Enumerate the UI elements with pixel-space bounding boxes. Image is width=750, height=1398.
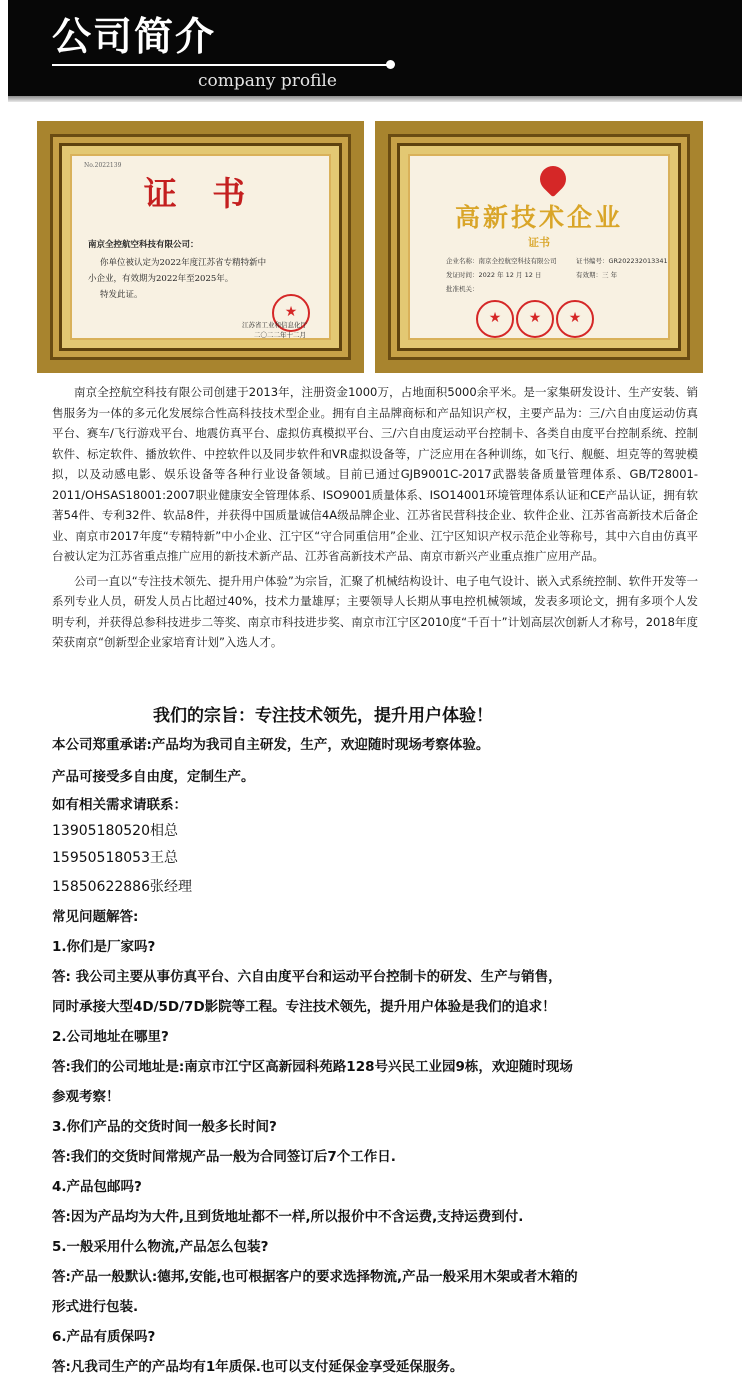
faq-question: 5.一般采用什么物流,产品怎么包装? — [52, 1239, 269, 1255]
certificate-specialized — [70, 154, 331, 340]
red-seal-icon: ★ — [272, 294, 310, 332]
red-seal-icon: ★ — [516, 300, 554, 338]
cert-number: No.2022139 — [84, 162, 122, 169]
underline-dot — [386, 60, 395, 69]
contact-phone: 13905180520相总 — [52, 823, 178, 839]
faq-question: 4.产品包邮吗? — [52, 1179, 142, 1195]
promise-line: 本公司郑重承诺:产品均为我司自主研发，生产，欢迎随时现场考察体验。 — [52, 737, 490, 753]
page-subtitle: company profile — [198, 71, 337, 91]
header-shadow — [8, 96, 742, 102]
cert-company-field: 企业名称：南京全控航空科技有限公司 — [446, 257, 557, 265]
title-underline — [52, 64, 388, 66]
cert-line-3: 特发此证。 — [100, 290, 143, 300]
cert-subheading: 证书 — [528, 236, 550, 249]
cert-heading: 高新技术企业 — [454, 203, 623, 232]
cert-number-field: 证书编号：GR202232013341 — [576, 257, 668, 265]
faq-question: 6.产品有质保吗? — [52, 1329, 156, 1345]
cert-heading: 证 书 — [143, 174, 258, 213]
contact-heading: 如有相关需求请联系： — [52, 797, 187, 813]
faq-question: 3.你们产品的交货时间一般多长时间? — [52, 1119, 277, 1135]
cert-line-2: 小企业，有效期为2022年至2025年。 — [88, 274, 234, 284]
faq-answer: 答:凡我司生产的产品均有1年质保.也可以支付延保金享受延保服务。 — [52, 1359, 464, 1375]
cert-issuer: 江苏省工业和信息化厅 — [242, 321, 307, 329]
intro-paragraph-1: 南京全控航空科技有限公司创建于2013年，注册资金1000万，占地面积5000余平米。是一家集研发设计、生产安装、销售服务为一体的多元化发展综合性高科技技术型企业。拥有自主品牌商标和产品知识产权，主要产品为：三/六自由度运动仿真平台、赛车/飞行游戏平台、地震仿真平台、虚拟仿真模拟平台、三/六自由度运动平台控制卡、各类自由度平台控制系统、控制软件、标定软件、播放软件、中控软件以及同步软件和VR虚拟设备等，广泛应用在各种训练，如飞行、舰艇、坦克等的驾驶模拟，以及动感电影、娱乐设备等各种行业设备领域。目前已通过GJB9001C-2017武器装备质量管理体系、GB/T28001-2011/OHSAS18001:2007职业健康安全管理体系、ISO9001质量体系、ISO14001环境管理体系认证和CE产品认证，拥有软著54件、专利32件、软品8件，并获得中国质量诚信4A级品牌企业、江苏省民营科技企业、软件企业、江苏省高新技术后备企业、南京市2017年度“专精特新”中小企业、江宁区“守合同重信用”企业、江宁区知识产权示范企业等称号，其中六自由仿真平台被认定为江苏省重点推广应用的新技术新产品、江苏省高新技术产品、南京市新兴产业重点推广应用产品。 — [52, 385, 698, 563]
faq-answer: 形式进行包装. — [52, 1299, 139, 1315]
intro-paragraph-2: 公司一直以“专注技术领先、提升用户体验”为宗旨，汇聚了机械结构设计、电子电气设计、嵌入式系统控制、软件开发等一系列专业人员，研发人员占比超过40%，技术力量雄厚；主要领导人长期从事电控机械领域，发表多项论文，拥有多项个人发明专利，并获得总参科技进步二等奖、南京市科技进步奖、南京市江宁区2010度“千百十”计划高层次创新人才称号，2018年度荣获南京“创新型企业家培育计划”入选人才。 — [52, 573, 698, 649]
cert-authority-field: 批准机关： — [446, 285, 479, 293]
contact-phone: 15850622886张经理 — [52, 879, 192, 895]
promise-line: 产品可接受多自由度，定制生产。 — [52, 769, 255, 785]
cert-line-1: 你单位被认定为2022年度江苏省专精特新中 — [100, 258, 267, 268]
certificate-high-tech — [408, 154, 670, 340]
faq-question: 2.公司地址在哪里? — [52, 1029, 169, 1045]
red-seal-icon: ★ — [556, 300, 594, 338]
faq-answer: 参观考察！ — [52, 1089, 120, 1105]
faq-answer: 答:我们的公司地址是:南京市江宁区高新园科苑路128号兴民工业园9栋，欢迎随时现场 — [52, 1059, 573, 1075]
high-tech-logo-icon — [535, 161, 572, 198]
faq-question: 1.你们是厂家吗? — [52, 939, 156, 955]
faq-answer: 答:我们的交货时间常规产品一般为合同签订后7个工作日. — [52, 1149, 396, 1165]
faq-heading: 常见问题解答: — [52, 909, 139, 925]
certificate-frame-right — [375, 121, 703, 373]
faq-answer: 同时承接大型4D/5D/7D影院等工程。专注技术领先，提升用户体验是我们的追求！ — [52, 999, 556, 1015]
faq-answer: 答:产品一般默认:德邦,安能,也可根据客户的要求选择物流,产品一般采用木架或者木箱的 — [52, 1269, 578, 1285]
page-title: 公司简介 — [52, 15, 217, 60]
certificate-frame-left — [37, 121, 364, 373]
contact-phone: 15950518053王总 — [52, 850, 178, 866]
cert-company: 南京全控航空科技有限公司： — [88, 240, 199, 250]
faq-answer: 答:因为产品均为大件,且到货地址都不一样,所以报价中不含运费,支持运费到付. — [52, 1209, 524, 1225]
intro-text — [52, 382, 698, 653]
red-seal-icon: ★ — [476, 300, 514, 338]
slogan: 我们的宗旨：专注技术领先，提升用户体验！ — [153, 706, 493, 726]
cert-period-field: 有效期：三 年 — [576, 271, 618, 279]
cert-date-field: 发证时间：2022 年 12 月 12 日 — [446, 271, 542, 279]
faq-answer: 答: 我公司主要从事仿真平台、六自由度平台和运动平台控制卡的研发、生产与销售， — [52, 969, 562, 985]
cert-date: 二〇二二年十二月 — [254, 331, 306, 339]
